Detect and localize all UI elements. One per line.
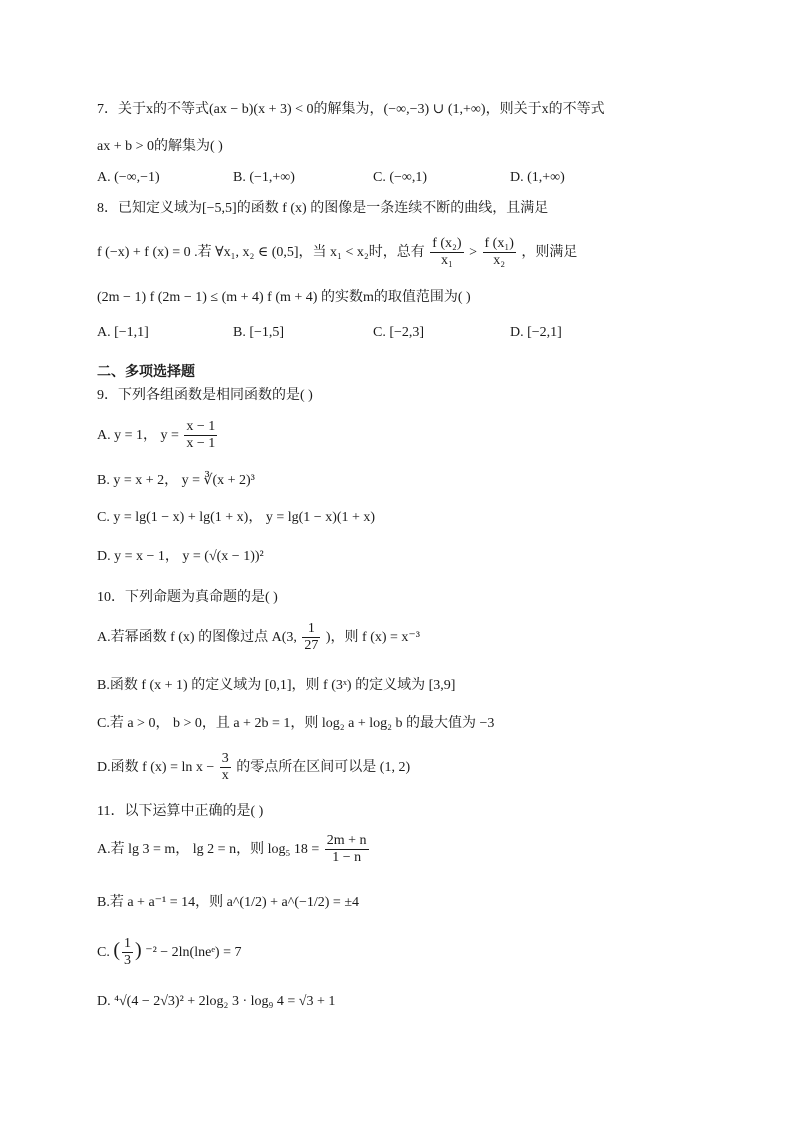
- q8-fraction-1-num: f (x₂): [432, 236, 462, 252]
- q8-line2-tail: ，则满足: [521, 245, 578, 260]
- q8-fraction-1-den: x₁: [440, 253, 453, 269]
- q8-fraction-2-num: f (x₁): [484, 236, 514, 252]
- q10-option-a-fraction: [302, 621, 320, 654]
- q8-fraction-1: [430, 236, 463, 269]
- q8-fraction-2-den: x₂: [493, 253, 506, 269]
- q8-line1: 8．已知定义域为[−5,5]的函数 f (x) 的图像是一条连续不断的曲线，且满足: [97, 201, 549, 216]
- q11-option-c-den: 3: [124, 953, 132, 969]
- q9-option-a-den: x − 1: [186, 436, 216, 452]
- q11-option-c-rparen: ): [135, 939, 142, 961]
- q10-option-b: B.函数 f (x + 1) 的定义域为 [0,1]，则 f (3ˣ) 的定义域为 [3,9]: [97, 678, 456, 693]
- q10-option-d-fraction: [220, 751, 231, 784]
- q11-option-a-den: 1 − n: [332, 850, 362, 866]
- q7-option-b: B. (−1,+∞): [233, 170, 295, 185]
- q11-option-c: [97, 930, 241, 973]
- q8-line2: [97, 233, 577, 273]
- q8-line3: (2m − 1) f (2m − 1) ≤ (m + 4) f (m + 4) 的实数m的取值范围为( ): [97, 290, 471, 305]
- q8-option-c: C. [−2,3]: [373, 325, 425, 340]
- q10-option-a-tail: )，则 f (x) = x⁻³: [325, 630, 421, 645]
- q9-option-a: [97, 416, 219, 456]
- q7-line2: ax + b > 0的解集为( ): [97, 139, 223, 154]
- q8-line2-text: f (−x) + f (x) = 0 .若 ∀x₁, x₂ ∈ (0,5]，当 x₁ < x₂时，总有: [97, 245, 425, 260]
- q10-option-d-num: 3: [221, 751, 229, 767]
- q9-option-a-fraction: [184, 419, 217, 452]
- q11-option-b: B.若 a + a⁻¹ = 14，则 a^(1/2) + a^(−1/2) = ±4: [97, 895, 360, 910]
- q11-option-a-num: 2m + n: [326, 833, 367, 849]
- q8-option-b: B. [−1,5]: [233, 325, 285, 340]
- q7-option-c: C. (−∞,1): [373, 170, 428, 185]
- q7-option-a: A. (−∞,−1): [97, 170, 160, 185]
- q8-fraction-2: [483, 236, 516, 269]
- q10-stem: 10．下列命题为真命题的是( ): [97, 590, 278, 605]
- q7-line1: 7．关于x的不等式(ax − b)(x + 3) < 0的解集为，(−∞,−3) ∪ (1,+∞)，则关于x的不等式: [97, 102, 605, 117]
- q11-option-c-text: C.: [97, 945, 110, 960]
- q9-option-a-text: A. y = 1， y =: [97, 428, 179, 443]
- q9-option-a-num: x − 1: [186, 419, 216, 435]
- section-heading: 二、多项选择题: [97, 364, 195, 380]
- q11-option-d: D. ⁴√(4 − 2√3)² + 2log₂ 3 · log₉ 4 = √3 + 1: [97, 994, 336, 1009]
- q10-option-a: [97, 618, 420, 658]
- q11-option-a-text: A.若 lg 3 = m， lg 2 = n，则 log₅ 18 =: [97, 842, 320, 857]
- q10-option-c: C.若 a > 0， b > 0，且 a + 2b = 1，则 log₂ a + log₂ b 的最大值为 −3: [97, 716, 495, 731]
- q11-stem: 11．以下运算中正确的是( ): [97, 804, 264, 819]
- q11-option-c-num: 1: [124, 936, 132, 952]
- q11-option-a: [97, 830, 371, 870]
- q10-option-d-text: D.函数 f (x) = ln x −: [97, 760, 215, 775]
- q10-option-a-num: 1: [302, 621, 320, 638]
- q10-option-a-den: 27: [304, 638, 319, 654]
- q10-option-d-den: x: [221, 768, 229, 784]
- q7-option-d: D. (1,+∞): [510, 170, 565, 185]
- q11-option-c-lparen: (: [113, 939, 121, 961]
- q9-option-b: B. y = x + 2， y = ∛(x + 2)³: [97, 473, 255, 488]
- q11-option-c-fraction: [122, 936, 133, 969]
- q9-option-d: D. y = x − 1， y = (√(x − 1))²: [97, 549, 264, 564]
- q10-option-d: [97, 748, 410, 788]
- q8-option-a: A. [−1,1]: [97, 325, 149, 340]
- q11-option-c-tail: ⁻² − 2ln(lneᵉ) = 7: [145, 945, 242, 960]
- q10-option-d-tail: 的零点所在区间可以是 (1, 2): [236, 760, 411, 775]
- q9-option-c: C. y = lg(1 − x) + lg(1 + x)， y = lg(1 − x)(1 + x): [97, 510, 376, 525]
- q8-gt: >: [469, 245, 477, 260]
- q8-option-d: D. [−2,1]: [510, 325, 562, 340]
- q9-stem: 9．下列各组函数是相同函数的是( ): [97, 388, 313, 403]
- q11-option-a-fraction: [325, 833, 369, 866]
- q10-option-a-text: A.若幂函数 f (x) 的图像过点 A(3,: [97, 630, 301, 645]
